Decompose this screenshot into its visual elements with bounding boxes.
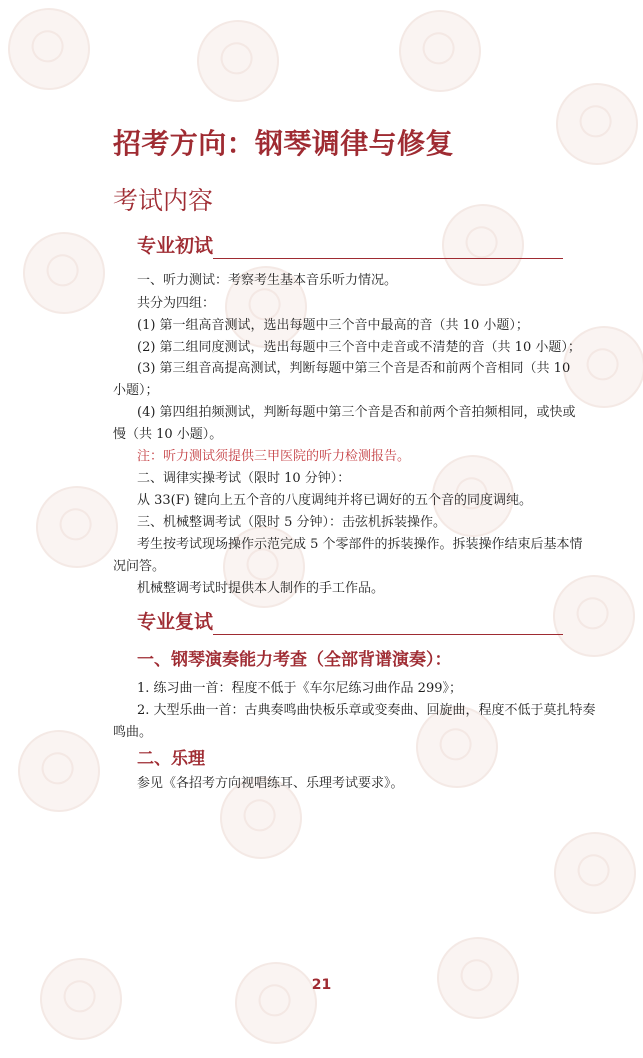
body-line: 小题）； <box>113 383 159 398</box>
watermark-seal <box>9 218 120 329</box>
body-line: 二、调律实操考试（限时 10 分钟）： <box>137 471 351 486</box>
body-line: 1. 练习曲一首：程度不低于《车尔尼练习曲作品 299》； <box>137 681 462 696</box>
section-subtitle: 考试内容 <box>113 186 214 215</box>
body-line: 考生按考试现场操作示范完成 5 个零部件的拆装操作。拆装操作结束后基本情 <box>137 537 583 552</box>
second-section-label: 专业复试 <box>137 611 214 633</box>
watermark-seal <box>0 0 104 104</box>
body-line: (1) 第一组高音测试，选出每题中三个音中最高的音（共 10 小题）； <box>137 318 529 333</box>
body-line: 鸣曲。 <box>113 725 153 740</box>
body-line: (4) 第四组拍频测试，判断每题中第三个音是否和前两个音拍频相同，或快或 <box>137 405 576 420</box>
watermark-seal <box>183 6 294 117</box>
body-line: (2) 第二组同度测试，选出每题中三个音中走音或不清楚的音（共 10 小题）； <box>137 340 581 355</box>
preliminary-section-header <box>137 235 563 263</box>
note-line: 注：听力测试须提供三甲医院的听力检测报告。 <box>137 449 411 464</box>
watermark-seal <box>385 0 496 106</box>
watermark-seal <box>4 716 115 827</box>
body-line: 一、听力测试：考察考生基本音乐听力情况。 <box>137 273 398 288</box>
watermark-seal <box>221 948 332 1058</box>
page-title: 招考方向：钢琴调律与修复 <box>113 127 454 160</box>
body-line: 慢（共 10 小题）。 <box>113 427 223 442</box>
body-line: 共分为四组： <box>137 296 216 311</box>
body-line: 参见《各招考方向视唱练耳、乐理考试要求》。 <box>137 776 404 791</box>
page-number: 21 <box>311 977 332 993</box>
body-line: 从 33(F) 键向上五个音的八度调纯并将已调好的五个音的同度调纯。 <box>137 493 532 508</box>
second-section-header <box>137 611 563 639</box>
watermark-seal <box>542 69 643 180</box>
preliminary-section-label: 专业初试 <box>137 235 214 257</box>
watermark-seal <box>540 818 643 929</box>
watermark-seal <box>26 944 137 1055</box>
section-divider-line <box>213 258 563 259</box>
section-divider-line <box>213 634 563 635</box>
body-line: 机械整调考试时提供本人制作的手工作品。 <box>137 581 385 596</box>
body-line: 况问答。 <box>113 559 166 574</box>
body-line: 三、机械整调考试（限时 5 分钟）：击弦机拆装操作。 <box>137 515 447 530</box>
body-line: 2. 大型乐曲一首：古典奏鸣曲快板乐章或变奏曲、回旋曲，程度不低于莫扎特奏 <box>137 703 596 718</box>
body-line: (3) 第三组音高提高测试，判断每题中第三个音是否和前两个音相同（共 10 <box>137 361 571 376</box>
subheading-music-theory: 二、乐理 <box>137 749 205 769</box>
subheading-piano-performance: 一、钢琴演奏能力考查（全部背谱演奏）： <box>137 650 452 670</box>
